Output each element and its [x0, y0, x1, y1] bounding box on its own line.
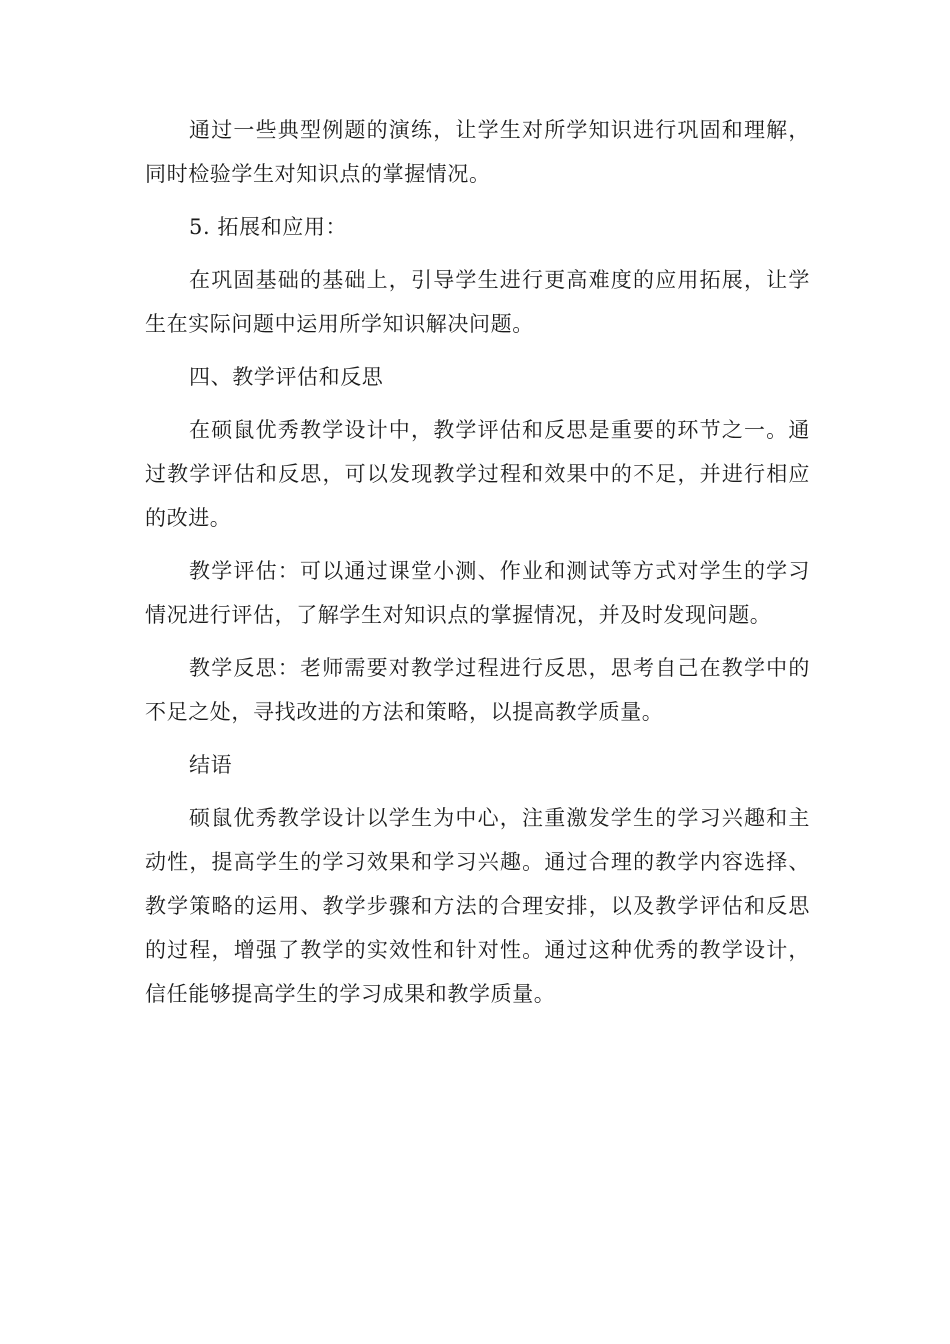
- section-heading-extension: 5. 拓展和应用：: [189, 215, 348, 239]
- paragraph-example-practice: 通过一些典型例题的演练，让学生对所学知识进行巩固和理解，同时检验学生对知识点的掌握情况。: [145, 118, 810, 186]
- paragraph-conclusion: 硕鼠优秀教学设计以学生为中心，注重激发学生的学习兴趣和主动性，提高学生的学习效果和学习兴趣。通过合理的教学内容选择、教学策略的运用、教学步骤和方法的合理安排，以及教学评估和反思的过程，增强了教学的实效性和针对性。通过这种优秀的教学设计，信任能够提高学生的学习成果和教学质量。: [145, 806, 810, 1006]
- paragraph-extension-application: 在巩固基础的基础上，引导学生进行更高难度的应用拓展，让学生在实际问题中运用所学知识解决问题。: [145, 268, 810, 336]
- paragraph-evaluation-intro: 在硕鼠优秀教学设计中，教学评估和反思是重要的环节之一。通过教学评估和反思，可以发现教学过程和效果中的不足，并进行相应的改进。: [145, 418, 810, 530]
- section-heading-conclusion: 结语: [189, 753, 233, 777]
- paragraph-teaching-evaluation: 教学评估：可以通过课堂小测、作业和测试等方式对学生的学习情况进行评估，了解学生对知识点的掌握情况，并及时发现问题。: [145, 559, 810, 627]
- section-heading-evaluation: 四、教学评估和反思: [189, 365, 384, 389]
- paragraph-teaching-reflection: 教学反思：老师需要对教学过程进行反思，思考自己在教学中的不足之处，寻找改进的方法和策略，以提高教学质量。: [145, 656, 810, 724]
- document-body: [145, 108, 810, 1025]
